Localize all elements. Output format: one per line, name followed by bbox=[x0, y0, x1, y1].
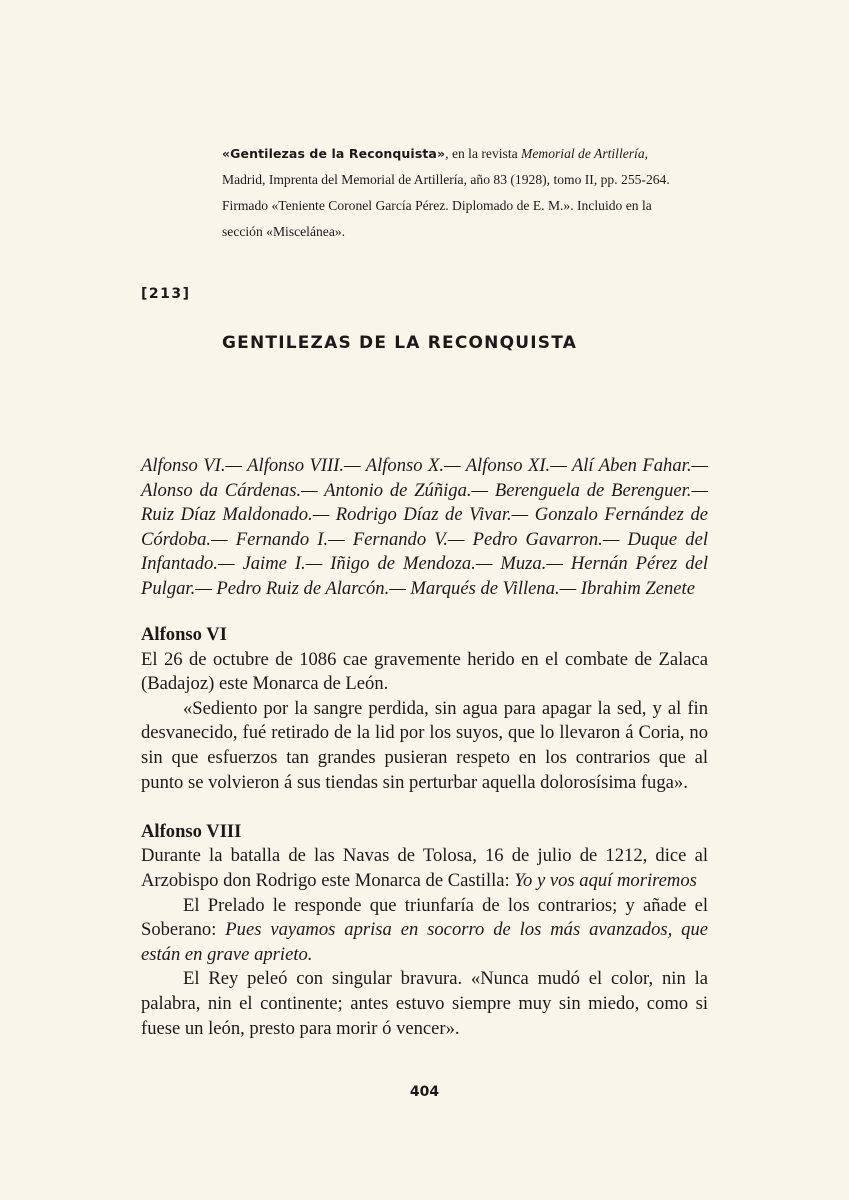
note-text-2: , Madrid, Imprenta del Memorial de Artillería, año 83 (1928), tomo II, pp. 255-264. Firmado «Teniente Coronel García Pérez. Diplomado de E. M.». Incluido en la sección «Miscelánea». bbox=[222, 146, 670, 239]
paragraph-text: El Prelado le responde que triunfaría de los contrarios; y añade el Soberano: bbox=[141, 894, 708, 941]
page-number: 404 bbox=[409, 1084, 440, 1100]
quote-italic: Yo y vos aquí moriremos bbox=[514, 869, 697, 891]
section-heading-alfonso-viii: Alfonso VIII bbox=[141, 820, 242, 842]
page-title: GENTILEZAS DE LA RECONQUISTA bbox=[222, 333, 578, 353]
paragraph bbox=[141, 844, 708, 893]
sections bbox=[141, 623, 708, 1041]
quote-italic: Pues vayamos aprisa en socorro de los más avanzados, que están en grave aprieto. bbox=[141, 919, 708, 965]
paragraph: El Rey peleó con singular bravura. «Nunca mudó el color, nin la palabra, nin el continente; antes estuvo siempre muy sin miedo, como si fuese un león, presto para morir ó vencer». bbox=[141, 968, 708, 1039]
paragraph: «Sediento por la sangre perdida, sin agua para apagar la sed, y al fin desvanecido, fué retirado de la lid por los suyos, que lo llevaron á Coria, no sin que esfuerzos tan grandes pusieran respeto en los contrarios que al punto se volvieron á sus tiendas sin perturbar aquella dolorosísima fuga». bbox=[141, 697, 708, 793]
note-journal: Memorial de Artillería bbox=[521, 146, 645, 161]
paragraph-text: Durante la batalla de las Navas de Tolosa, 16 de julio de 1212, dice al Arzobispo don Rodrigo este Monarca de Castilla: bbox=[141, 845, 708, 891]
note-text-1: , en la revista bbox=[445, 146, 522, 161]
paragraph: El 26 de octubre de 1086 cae gravemente herido en el combate de Zalaca (Badajoz) este Monarca de León. bbox=[141, 648, 708, 695]
note-title: «Gentilezas de la Reconquista» bbox=[222, 146, 446, 161]
paragraph bbox=[141, 894, 708, 968]
summary-names-list: Alfonso VI.— Alfonso VIII.— Alfonso X.— Alfonso XI.— Alí Aben Fahar.— Alonso da Cárdenas.— Antonio de Zúñiga.— Berenguela de Berenguer.— Ruiz Díaz Maldonado.— Rodrigo Díaz de Vivar.— Gonzalo Fernández de Córdoba.— Fernando I.— Fernando V.— Pedro Gavarron.— Duque del Infantado.— Jaime I.— Iñigo de Mendoza.— Muza.— Hernán Pérez del Pulgar.— Pedro Ruiz de Alarcón.— Marqués de Villena.— Ibrahim Zenete bbox=[141, 455, 708, 599]
section-gap bbox=[141, 795, 708, 820]
bibliographic-note bbox=[222, 141, 687, 245]
document-number: [213] bbox=[141, 286, 191, 302]
section-heading-alfonso-vi: Alfonso VI bbox=[141, 624, 227, 645]
